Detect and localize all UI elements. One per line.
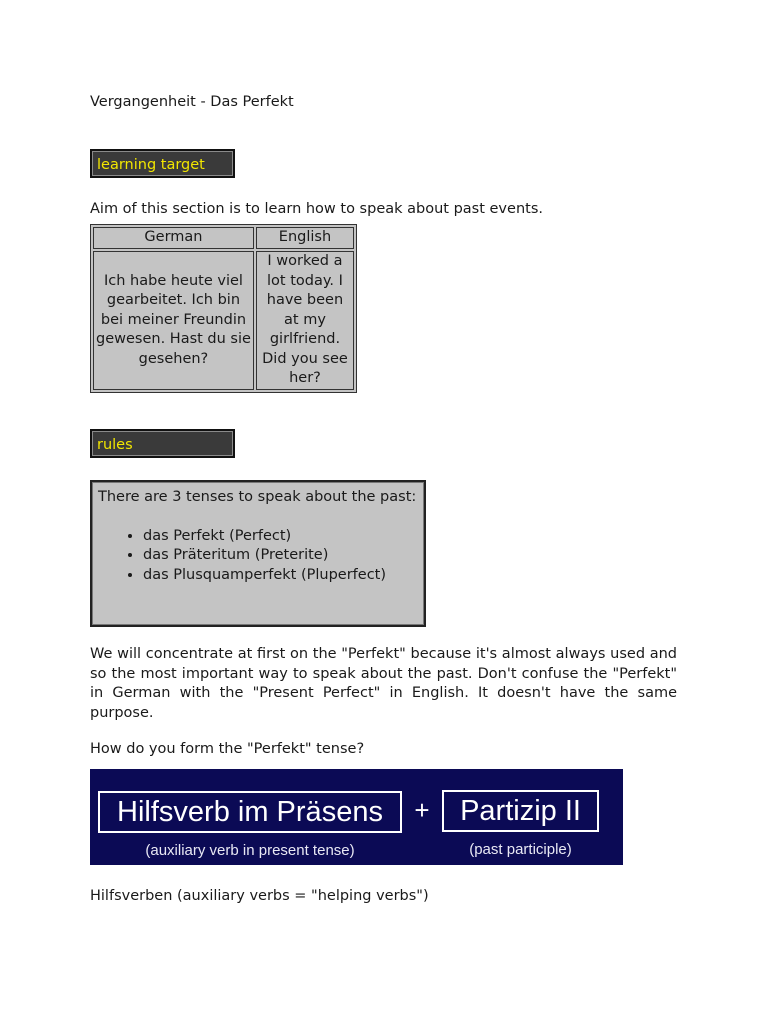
list-item: • das Präteritum (Preterite) bbox=[143, 546, 418, 566]
list-item: • das Perfekt (Perfect) bbox=[143, 527, 418, 547]
page-title: Vergangenheit - Das Perfekt bbox=[90, 94, 294, 110]
auxiliary-verbs-heading: Hilfsverben (auxiliary verbs = "helping verbs") bbox=[90, 888, 429, 904]
formula-auxiliary-caption: (auxiliary verb in present tense) bbox=[145, 842, 355, 859]
formula-plus-sign: + bbox=[414, 795, 430, 825]
aim-text: Aim of this section is to learn how to speak about past events. bbox=[90, 201, 543, 217]
table-row bbox=[93, 251, 354, 390]
header-german: German bbox=[93, 227, 254, 249]
header-english: English bbox=[256, 227, 354, 249]
formula-participle-box: Partizip II bbox=[442, 790, 599, 832]
table-header-row bbox=[93, 227, 354, 249]
tense-list bbox=[98, 527, 418, 586]
list-item: • das Plusquamperfekt (Pluperfect) bbox=[143, 566, 418, 586]
rules-intro: There are 3 tenses to speak about the past: bbox=[98, 489, 417, 505]
perfekt-formula-banner bbox=[90, 769, 623, 865]
example-sentences-table bbox=[90, 224, 357, 393]
formula-participle-caption: (past participle) bbox=[469, 841, 572, 858]
learning-target-label: learning target bbox=[90, 149, 235, 178]
explanation-paragraph: We will concentrate at first on the "Perfekt" because it's almost always used and so the most important way to speak about the past. Don't confuse the "Perfekt" in German with the "Present Perfect" in English. It doesn't have the same purpose. bbox=[90, 646, 677, 721]
formation-question: How do you form the "Perfekt" tense? bbox=[90, 741, 365, 757]
rules-box bbox=[90, 480, 426, 627]
english-examples: I worked a lot today. I have been at my girlfriend. Did you see her? bbox=[256, 251, 354, 390]
rules-label: rules bbox=[90, 429, 235, 458]
formula-auxiliary-box: Hilfsverb im Präsens bbox=[98, 791, 402, 833]
german-examples: Ich habe heute viel gearbeitet. Ich bin bei meiner Freundin gewesen. Hast du sie gesehen? bbox=[93, 251, 254, 390]
